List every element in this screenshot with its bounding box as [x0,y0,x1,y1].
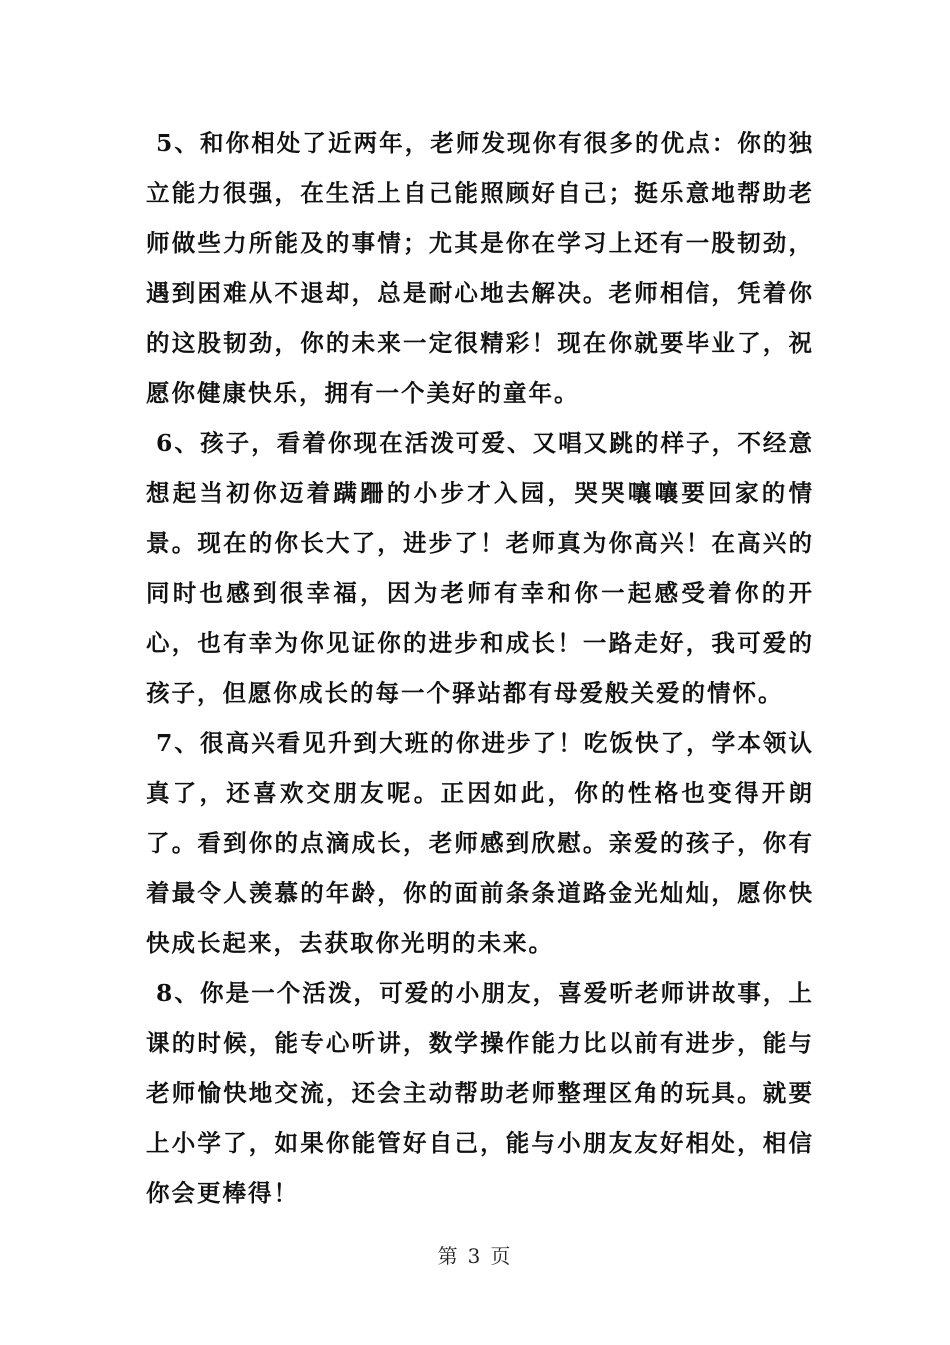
page-footer [0,1240,950,1269]
paragraph-7: 7、很高兴看见升到大班的你进步了！吃饭快了，学本领认真了，还喜欢交朋友呢。正因如此，你的性格也变得开朗了。看到你的点滴成长，老师感到欣慰。亲爱的孩子，你有着最令人羡慕的年龄，你的面前条条道路金光灿灿，愿你快快成长起来，去获取你光明的未来。 [146,729,814,957]
paragraph-6: 6、孩子，看着你现在活泼可爱、又唱又跳的样子，不经意想起当初你迈着蹒跚的小步才入园，哭哭嚷嚷要回家的情景。现在的你长大了，进步了！老师真为你高兴！在高兴的同时也感到很幸福，因为老师有幸和你一起感受着你的开心，也有幸为你见证你的进步和成长！一路走好，我可爱的孩子，但愿你成长的每一个驿站都有母爱般关爱的情怀。 [146,429,814,707]
page-number: 3 [467,1244,483,1268]
body-text [146,118,814,1218]
paragraph-5: 5、和你相处了近两年，老师发现你有很多的优点：你的独立能力很强，在生活上自己能照顾好自己；挺乐意地帮助老师做些力所能及的事情；尤其是你在学习上还有一股韧劲，遇到困难从不退却，总是耐心地去解决。老师相信，凭着你的这股韧劲，你的未来一定很精彩！现在你就要毕业了，祝愿你健康快乐，拥有一个美好的童年。 [146,129,814,407]
paragraph-8: 8、你是一个活泼，可爱的小朋友，喜爱听老师讲故事，上课的时候，能专心听讲，数学操作能力比以前有进步，能与老师愉快地交流，还会主动帮助老师整理区角的玩具。就要上小学了，如果你能管好自己，能与小朋友友好相处，相信你会更棒得！ [146,979,814,1207]
page-label-suffix: 页 [490,1244,513,1268]
page-label-prefix: 第 [437,1244,460,1268]
